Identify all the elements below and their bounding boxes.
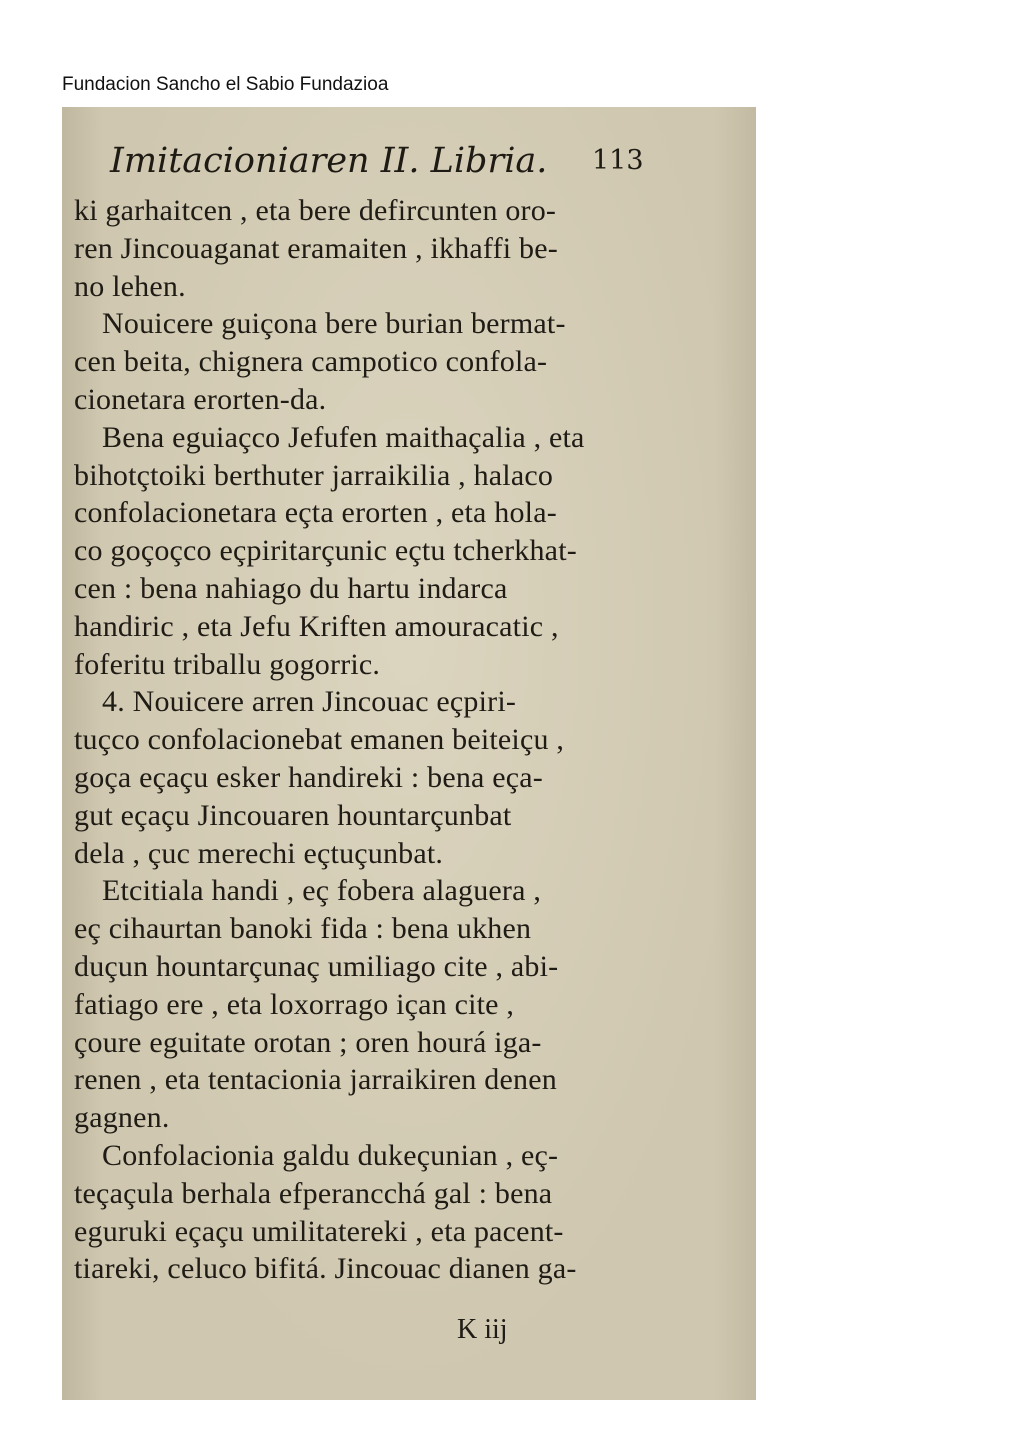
- text-line: Bena eguiaçco Jefufen maithaçalia , eta: [102, 420, 585, 454]
- text-line: eç cihaurtan banoki fida : bena ukhen: [74, 912, 532, 946]
- text-line: bihotçtoiki berthuter jarraikilia , halaco: [74, 458, 554, 492]
- text-line: tuçco confolacionebat emanen beiteiçu ,: [74, 723, 565, 757]
- page-number: 113: [592, 145, 644, 176]
- text-line: ki garhaitcen , eta bere defircunten oro-: [74, 194, 557, 227]
- text-line: tiareki, celuco bifitá. Jincouac dianen ga-: [74, 1252, 577, 1286]
- text-line: eguruki eçaçu umilitatereki , eta pacent-: [74, 1214, 564, 1248]
- page-body-text: [74, 192, 670, 1288]
- text-line: teçaçula berhala efperancchá gal : bena: [74, 1176, 553, 1210]
- text-line: gagnen.: [74, 1101, 170, 1135]
- text-line: Nouicere guiçona bere burian bermat-: [102, 307, 566, 341]
- text-line: goça eçaçu esker handireki : bena eça-: [74, 760, 543, 794]
- text-line: foferitu triballu gogorric.: [74, 647, 381, 681]
- text-line: dela , çuc merechi eçtuçunbat.: [74, 836, 444, 870]
- text-line: duçun hountarçunaç umiliago cite , abi-: [74, 949, 559, 983]
- archive-caption: Fundacion Sancho el Sabio Fundazioa: [62, 74, 389, 95]
- text-line: Confolacionia galdu dukeçunian , eç-: [102, 1138, 559, 1172]
- text-line: confolacionetara eçta erorten , eta hola-: [74, 496, 557, 530]
- text-line: cionetara erorten-da.: [74, 382, 327, 416]
- text-line: ren Jincouaganat eramaiten , ikhaffi be-: [74, 231, 558, 265]
- scanned-book-page: [62, 107, 756, 1400]
- text-line: cen : bena nahiago du hartu indarca: [74, 571, 508, 605]
- text-line: Etcitiala handi , eç fobera alaguera ,: [102, 874, 542, 908]
- signature-mark: K iij: [457, 1314, 508, 1345]
- text-line: renen , eta tentacionia jarraikiren denen: [74, 1063, 557, 1097]
- text-line: gut eçaçu Jincouaren hountarçunbat: [74, 798, 512, 832]
- text-line: 4. Nouicere arren Jincouac eçpiri-: [102, 685, 517, 719]
- text-line: cen beita, chignera campotico confola-: [74, 345, 548, 379]
- running-head: Imitacioniaren II. Libria.: [110, 141, 548, 181]
- text-line: fatiago ere , eta loxorrago içan cite ,: [74, 987, 515, 1021]
- text-line: no lehen.: [74, 269, 186, 303]
- text-line: handiric , eta Jefu Kriften amouracatic ,: [74, 609, 559, 643]
- text-line: çoure eguitate orotan ; oren hourá iga-: [74, 1025, 542, 1059]
- text-line: co goçoçco eçpiritarçunic eçtu tcherkhat-: [74, 534, 577, 568]
